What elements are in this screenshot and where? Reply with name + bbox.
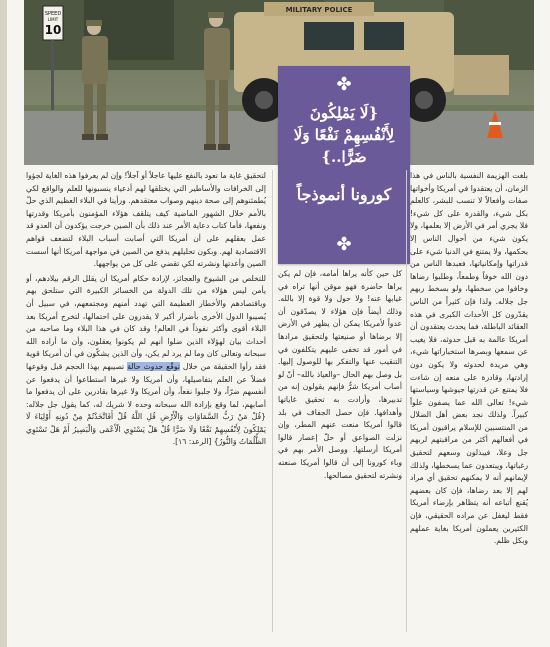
paragraph-text: تصيبهم بهذا الحجم قبل وقوعها فضلاً عن العلم بتفاصيلها، وأن أمريكا ولا غيرها استطاعوا أن يدفعوا عن أنفسهم ضرّاً، ولا جلبوا نفعاً، وأن أمريكا ولا غيرها بقادرين على أن يدفعوا ما أصابهم، لما وقع بإرادة الله سبحانه وحده لا شريك له، كما يقول جل جلاله: {قُلْ مَنْ رَبُّ السَّمَاوَاتِ وَالْأَرْضِ قُلِ اللَّهُ قُلْ أَفَاتَّخَذْتُمْ مِنْ دُونِهِ أَوْلِيَاءَ لَا يَمْلِكُونَ لِأَنْفُسِهِمْ نَفْعًا وَلَا ضَرًّا قُلْ هَلْ يَسْتَوِي الْأَعْمَى وَالْبَصِيرُ أَمْ هَلْ تَسْتَوِي الظُّلُمَاتُ وَالنُّورُ} [الرعد: ١٦]. [26, 361, 266, 447]
paragraph: كل حين كأنه يراها أمامه، فإن لم يكن يراها حاضرة فهو موقن أنها تراه في غيابها عنه! ولا حول ولا قوة إلا بالله. وذلك أيضاً فإن هؤلاء لا يصدّقون أن عدواً لأمريكا يمكن أن يظهر في الأرض إلا برضاها أو صنيعتها ولتحقيق مرادها في أمور قد تخفى عليهم يتكلفون في التنقيب عنها والتفكر بها للوصول إليها. بل وصل بهم الحال –والعياذ بالله– أنّ لو أصاب أمريكا شرٌّ فإنهم يقولون إنه من تدبيرها، وأرادت به تحقيق غاياتها وأهدافها. فإن حصل الجفاف في بلد قالوا أمريكا منعت عنهم المطر، وإن نزلت الصواعق أو حلّ إعصار قالوا أمريكا أرسلتها. ووصل الأمر بهم في وباء كورونا إلى أن قالوا أمريكا صنعته ونشرته لتحقيق مصالحها. [278, 269, 402, 480]
article-title: كورونا أنموذجاً [296, 185, 392, 204]
text-column-left [26, 170, 266, 632]
text-column-right [410, 170, 528, 632]
paragraph-text: للتخلص من الشيوخ والعجائز، لإرادة حكام أمريكا أن يقلل الرقم بيلادهم، أو يأمن ليس هؤلاء من تلك الدولة من الخسائر الكبيرة التي ستلحق بهم وباقتصادهم والأخطار العظيمة التي تهدد أمنهم ومجتمعهم، في سبيل أن يُصيبوا الدول الأخرى بأضرار أكبر لا يقدرون على احتمالها، لتخرج أمريكا بعد البلاء أقوى وأكثر نفوذاً في العالم! وقد كان في هذا البلاء وما صاحبه من أحداث بيان لهؤلاء الذين ضلوا أنهم لم يكونوا يعقلون، وأن ما أراده الله سبحانه وتعالى كان وما لم يرد لم يكن، وأن الذين يشكّون في أن أمريكا قوية فقد رأوا الحقيقة من خلال [26, 273, 266, 371]
paragraph: لتحقيق غاية ما تعود بالنفع عليها عاجلاً أو آجلاً! وإن لم يعرفوا هذه الغاية لجؤوا إلى الخرافات والأساطير التي يختلقها لهم أدعياء ينسبونها للعلم والواقع لكي يُطمئنوهم إلى صحة دينهم وصواب معتقدهم. ورأينا في البلاء العظيم الذي حلّ بالأمم خلال الشهور الماضية كيف يتلقف هؤلاء المؤمنون بأمريكا وقدرتها ونفعها، فأما كتاب دعاية الأمر عند ذلك بأن الصين خرجت يؤكدون أن العدو قد عمل بعقلهم على أن أمريكا التي أصابت أسباب البلاء لتضعف قواهم الاقتصادية لهم. وبكون تحليلهم يدفع من الصين في مواجهة أمريكا أنها أسست الصين وأعدتها ونشرته لكي تقضي على كل من يواجهها. [26, 171, 266, 269]
svg-text:10: 10 [44, 23, 62, 37]
paragraph: بلغت الهزيمة النفسية بالناس في هذا الزمان، أن يعتقدوا في أمريكا وأخواتها صفات وأفعالاً لا تنسب للبشر، كالعلم بكل شيء، والقدرة على كل شيء! فلا يجري أمر في الأرض إلا بعلمها، ولا يكون شيء من أحوال الناس إلا بحكمها، ولا يمتنع في الدنيا شيء على قدراتها وإمكانياتها، فعبدها الناس من دون الله خوفاً وطمعاً، وطلبوا رضاها وخافوا من سخطها، ولو بسخط ربهم جل جلاله. ولذا فإن كثيراً من الناس يقدّرون كل الأحداث الكبرى في هذه العقائد الباطلة، فما يحدث يعتقدون أن أمريكا عالمة به قبل حدوثه، فلا يغيب عن سمعها وبصرها استخباراتها شيء، وهي مريدة لحدوثه ولا يكون دون إرادتها، وقادرة على منعه إن شاءت فلا يمتنع عن قدرتها جيوشها وسياستها شيء! تعالى الله عما يصفون علواً كبيراً. ولذلك نجد بعض أهل الضلال من المنتسبين للإسلام يراقبون أمريكا في أفعالهم أكثر من مراقبتهم لربهم جل وعلا، فيبذلون وسعهم لتحقيق رغباتها، ويبتعدون عما يسخطها، ولذلك لإيمانهم أنه لا يمكنهم تحقيق أي مراد لهم إلا بعد رضاها، فإن كان بعضهم يُقنع أتباعه أنه يتظاهر بإرضاء أمريكا فقط ليغفل عن مراده الحقيقي، فإن الكثيرين يعملون أمريكا بغاية عملهم وبكل ظلم. [410, 171, 528, 546]
column-divider [406, 170, 407, 632]
text-column-middle [278, 268, 402, 632]
ornament-top-icon: ✤ [336, 74, 352, 95]
svg-text:LIMIT: LIMIT [47, 17, 59, 22]
column-divider [272, 170, 273, 632]
article-title-box [278, 66, 410, 264]
paragraph [26, 273, 266, 449]
title-verse: {لَا يَمْلِكُونَ لِأَنْفُسِهِمْ نَفْعًا وَلَا ضَرًّا..} [293, 104, 395, 166]
ornament-bottom-icon: ✤ [336, 234, 352, 255]
svg-text:MILITARY POLICE: MILITARY POLICE [285, 6, 353, 14]
svg-text:SPEED: SPEED [44, 11, 62, 17]
page-edge [0, 0, 7, 647]
highlighted-text[interactable]: توقّع حدوث حالة [127, 361, 180, 371]
